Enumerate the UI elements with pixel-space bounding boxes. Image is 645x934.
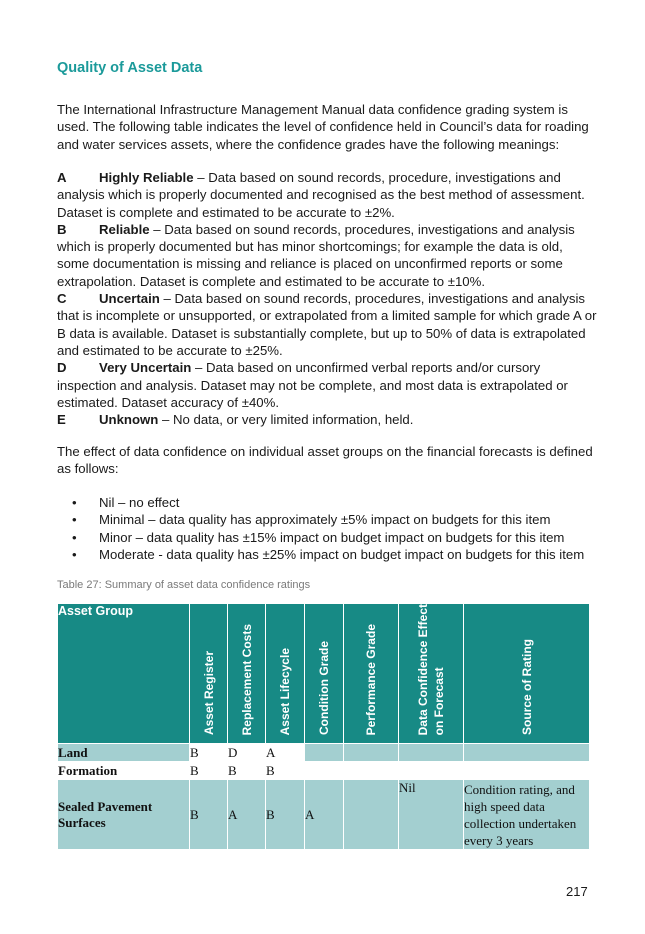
cell-condition-grade — [305, 744, 344, 762]
cell-asset-lifecycle: A — [266, 744, 305, 762]
cell-performance-grade — [344, 762, 399, 780]
list-item — [72, 511, 584, 528]
cell-asset-register: B — [190, 780, 228, 850]
grade-description: – No data, or very limited information, held. — [158, 412, 414, 428]
grade-description: – Data based on sound records, procedures, investigations and analysis that is incomplete or unsupported, or extrapolated from a limited sample for which grade A or B data is available. Dataset is substantially complete, but up to 50% of data is extrapolated and estimated to be accurate to ±25%. — [57, 291, 597, 358]
grade-term: Reliable — [99, 221, 150, 237]
column-header-condition-grade: Condition Grade — [305, 604, 344, 744]
cell-condition-grade — [305, 762, 344, 780]
grade-definitions — [57, 169, 597, 428]
cell-asset-group: Formation — [58, 762, 190, 780]
intro-paragraph: The International Infrastructure Management Manual data confidence grading system is used. The following table indicates the level of confidence held in Council’s data for roading and water services assets, where the confidence grades have the following meanings: — [57, 102, 589, 152]
column-header-source-of-rating: Source of Rating — [464, 604, 590, 744]
cell-asset-lifecycle: B — [266, 780, 305, 850]
table-caption: Table 27: Summary of asset data confidence ratings — [57, 579, 311, 591]
list-item-text: Moderate - data quality has ±25% impact on budget impact on budgets for this item — [99, 546, 585, 562]
list-item-text: Nil – no effect — [99, 495, 180, 510]
grade-term: Very Uncertain — [99, 360, 192, 376]
cell-data-confidence: Nil — [399, 780, 464, 850]
grade-letter: D — [57, 360, 67, 376]
list-item — [72, 529, 584, 546]
column-header-data-confidence: Data Confidence Effect on Forecast — [399, 604, 464, 744]
cell-replacement-costs: A — [228, 780, 266, 850]
bullet-icon: • — [72, 495, 77, 510]
cell-asset-lifecycle: B — [266, 762, 305, 780]
table-row — [58, 762, 590, 780]
table-row — [58, 744, 590, 762]
grade-term: Uncertain — [99, 291, 160, 307]
grade-item — [57, 359, 597, 411]
list-item-text: Minimal – data quality has approximately ±5% impact on budgets for this item — [99, 512, 551, 528]
bullet-icon: • — [72, 546, 77, 562]
list-item — [72, 546, 584, 563]
list-item-text: Minor – data quality has ±15% impact on budget impact on budgets for this item — [99, 529, 565, 545]
column-header-asset-register: Asset Register — [190, 604, 228, 744]
grade-item — [57, 411, 597, 428]
cell-performance-grade — [344, 744, 399, 762]
cell-source-of-rating: Condition rating, and high speed data collection undertaken every 3 years — [464, 780, 590, 850]
grade-description: – Data based on sound records, procedure, investigations and analysis which is properly documented and recognised as the best method of assessment. Dataset is complete and estimated to be accurate to ±2%. — [57, 170, 585, 220]
grade-item — [57, 221, 597, 290]
table-header-row — [58, 604, 590, 744]
cell-source-of-rating — [464, 744, 590, 762]
cell-data-confidence — [399, 744, 464, 762]
cell-asset-register: B — [190, 744, 228, 762]
grade-letter: B — [57, 221, 67, 237]
cell-performance-grade — [344, 780, 399, 850]
cell-replacement-costs: B — [228, 762, 266, 780]
effect-intro-paragraph: The effect of data confidence on individual asset groups on the financial forecasts is defined as follows: — [57, 444, 593, 477]
grade-item — [57, 169, 597, 221]
bullet-icon: • — [72, 529, 77, 545]
grade-letter: E — [57, 412, 66, 428]
column-header-asset-group: Asset Group — [58, 604, 190, 744]
cell-condition-grade: A — [305, 780, 344, 850]
asset-confidence-table — [57, 603, 590, 850]
column-header-replacement-costs: Replacement Costs — [228, 604, 266, 744]
list-item — [72, 494, 584, 511]
grade-description: – Data based on sound records, procedures, investigations and analysis which is properly documented but has minor shortcomings; for example the data is old, some documentation is missing and reliance is placed on unconfirmed reports or some extrapolation. Dataset is complete and estimated to be accurate to ±10%. — [57, 221, 575, 289]
effect-list — [72, 494, 584, 563]
grade-description: – Data based on unconfirmed verbal reports and/or cursory inspection and analysis. Dataset may not be complete, and most data is extrapolated or estimated. Dataset accuracy of ±40%. — [57, 360, 568, 410]
grade-term: Unknown — [99, 412, 159, 428]
cell-replacement-costs: D — [228, 744, 266, 762]
grade-term: Highly Reliable — [99, 170, 194, 185]
grade-letter: A — [57, 170, 67, 185]
column-header-performance-grade: Performance Grade — [344, 604, 399, 744]
column-header-asset-lifecycle: Asset Lifecycle — [266, 604, 305, 744]
table-row — [58, 780, 590, 850]
grade-letter: C — [57, 291, 67, 307]
bullet-icon: • — [72, 512, 77, 528]
cell-source-of-rating — [464, 762, 590, 780]
cell-asset-group: Land — [58, 744, 190, 762]
cell-data-confidence — [399, 762, 464, 780]
page-number: 217 — [566, 884, 588, 899]
cell-asset-group: Sealed Pavement Surfaces — [58, 780, 190, 850]
cell-asset-register: B — [190, 762, 228, 780]
section-heading: Quality of Asset Data — [57, 60, 203, 76]
grade-item — [57, 290, 597, 359]
